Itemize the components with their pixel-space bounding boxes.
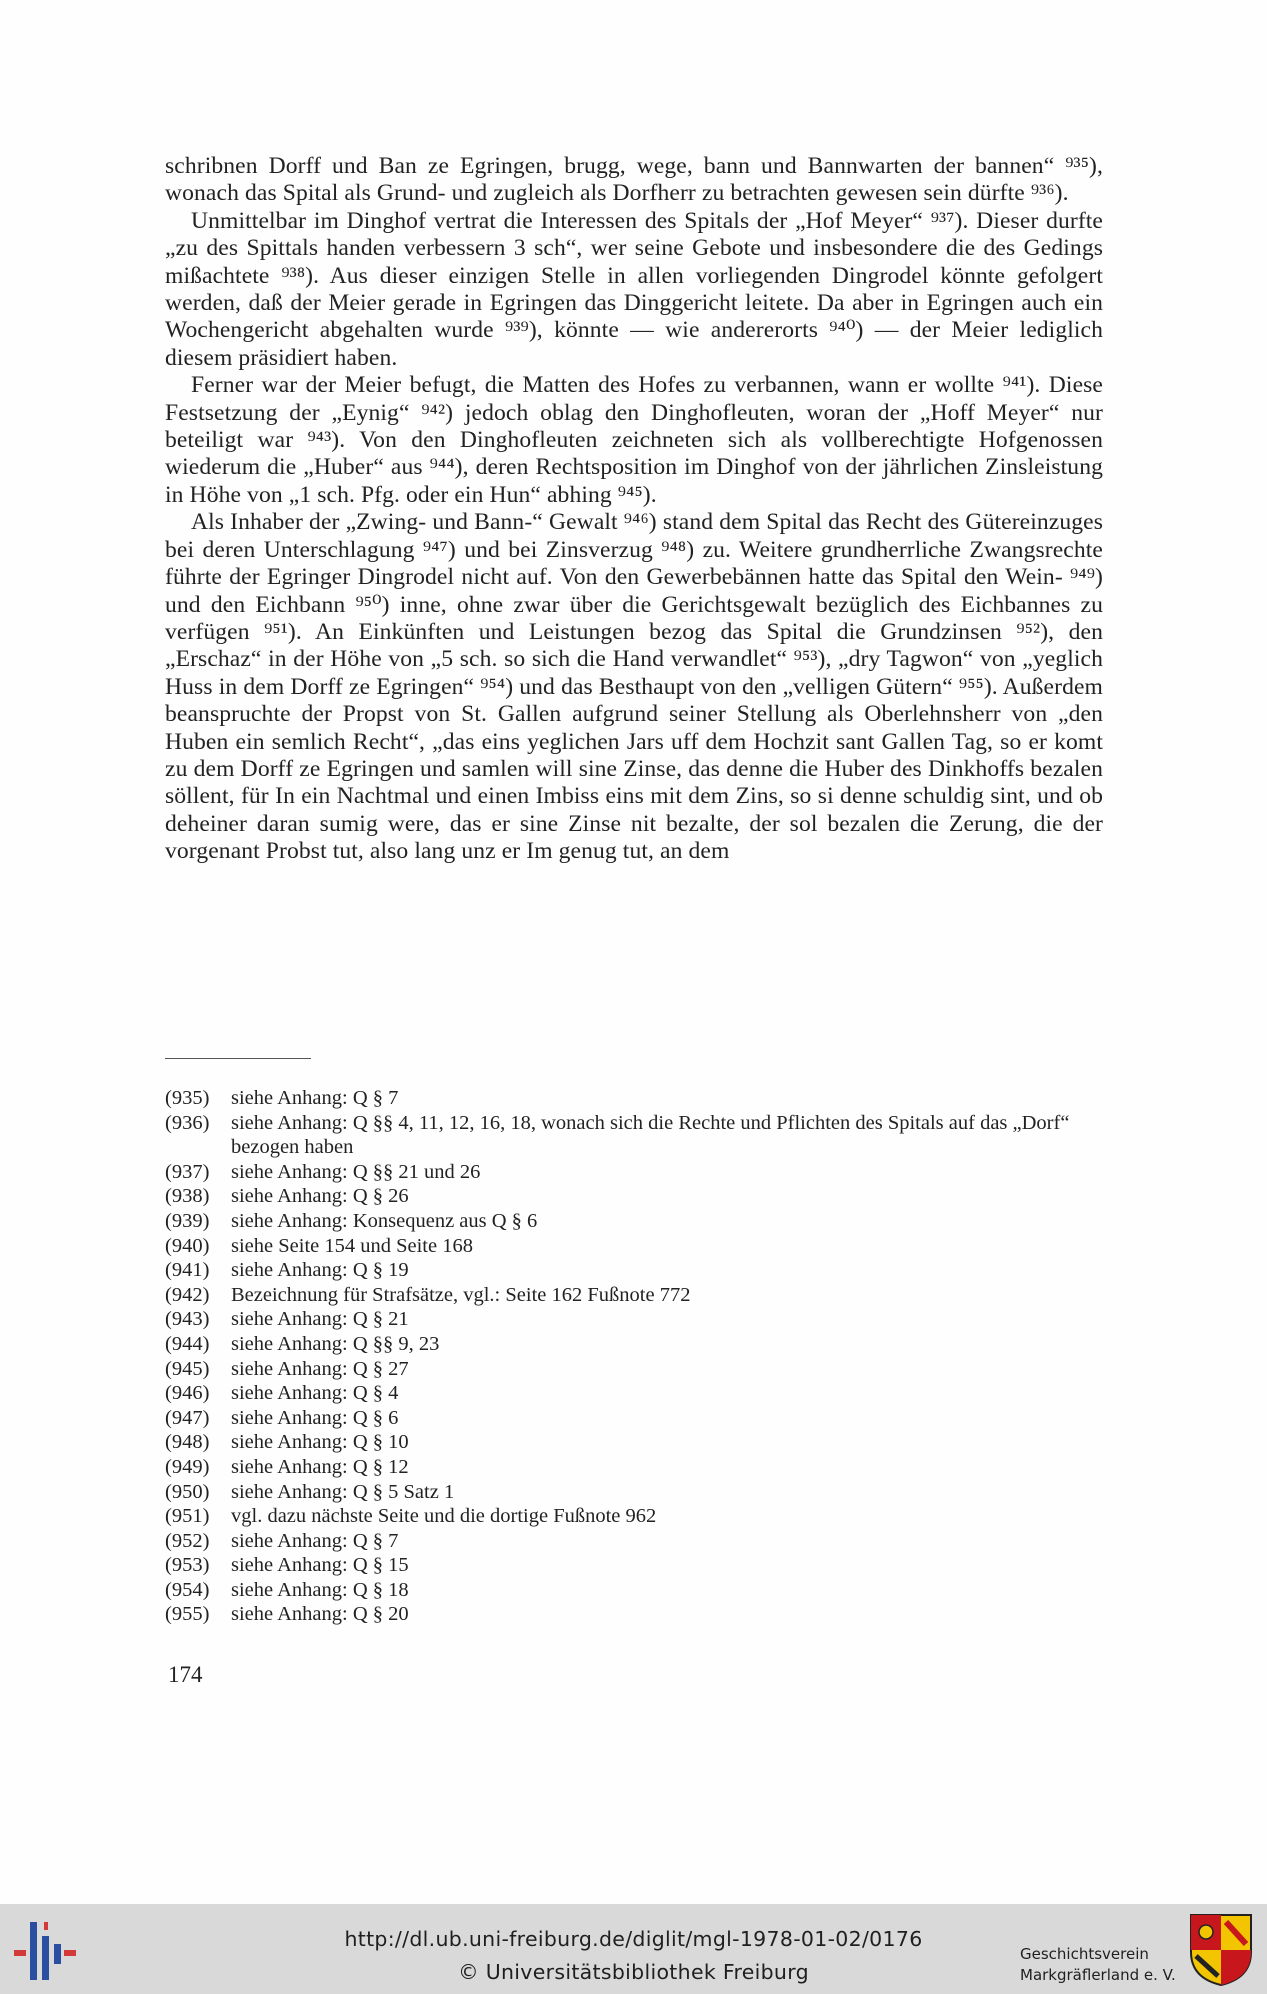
footnote: [165, 1529, 1105, 1554]
footnote: [165, 1430, 1105, 1455]
markgraeflerland-crest-icon[interactable]: [1188, 1912, 1254, 1988]
footnote: [165, 1283, 1105, 1308]
footnote-divider: [165, 1058, 311, 1059]
footnote-text: siehe Seite 154 und Seite 168: [231, 1234, 473, 1257]
footnote-text: siehe Anhang: Q § 21: [231, 1308, 409, 1331]
society-name[interactable]: [1020, 1944, 1176, 1986]
footnote: [165, 1160, 1105, 1185]
footnote-text: Bezeichnung für Strafsätze, vgl.: Seite 162 Fußnote 772: [231, 1283, 691, 1306]
footnote: [165, 1111, 1105, 1160]
footnotes: [165, 1086, 1105, 1627]
footnote-text: siehe Anhang: Q § 10: [231, 1431, 409, 1454]
page-number: 174: [168, 1662, 203, 1687]
footnote-number: (943): [165, 1308, 210, 1331]
paragraph: Unmittelbar im Dinghof vertrat die Interessen des Spitals der „Hof Meyer“ ⁹³⁷). Dieser durfte „zu des Spittals handen verbessern 3 sch“, wer seine Gebote und insbesondere die des Gedings mißachtete ⁹³⁸). Aus dieser einzigen Stelle in allen vorliegenden Dingrodel könnte gefolgert werden, daß der Meier gerade in Egringen das Dinggericht leitete. Da aber in Egringen auch ein Wochengericht abgehalten wurde ⁹³⁹), könnte — wie andererorts ⁹⁴⁰) — der Meier lediglich diesem präsidiert haben.: [165, 207, 1103, 371]
footnote-text: siehe Anhang: Q § 6: [231, 1406, 399, 1429]
footnote: [165, 1480, 1105, 1505]
footnote: [165, 1234, 1105, 1259]
footnote-text: siehe Anhang: Q § 15: [231, 1554, 409, 1577]
footnote-text: siehe Anhang: Q § 18: [231, 1578, 409, 1601]
copyright-text: © Universitätsbibliothek Freiburg: [458, 1960, 809, 1984]
footnote-number: (942): [165, 1283, 210, 1306]
footnote-number: (936): [165, 1111, 210, 1134]
footnote: [165, 1504, 1105, 1529]
document-url-link[interactable]: http://dl.ub.uni-freiburg.de/diglit/mgl-1978-01-02/0176: [344, 1927, 923, 1951]
body-text: [165, 153, 1103, 866]
footnote-text: siehe Anhang: Q §§ 4, 11, 12, 16, 18, wonach sich die Rechte und Pflichten des Spitals auf das „Dorf“ bezogen haben: [231, 1111, 1070, 1159]
paragraph: Ferner war der Meier befugt, die Matten des Hofes zu verbannen, wann er wollte ⁹⁴¹). Diese Festsetzung der „Eynig“ ⁹⁴²) jedoch oblag den Dinghofleuten, woran der „Hoff Meyer“ nur beteiligt war ⁹⁴³). Von den Dinghofleuten zeichneten sich als vollberechtigte Hofgenossen wiederum die „Huber“ aus ⁹⁴⁴), deren Rechtsposition im Dinghof von der jährlichen Zinsleistung in Höhe von „1 sch. Pfg. oder ein Hun“ abhing ⁹⁴⁵).: [165, 372, 1103, 508]
footnote: [165, 1602, 1105, 1627]
footnote-number: (949): [165, 1455, 210, 1478]
footnote-text: siehe Anhang: Q §§ 9, 23: [231, 1332, 440, 1355]
paragraph: schribnen Dorff und Ban ze Egringen, brugg, wege, bann und Bannwarten der bannen“ ⁹³⁵), wonach das Spital als Grund- und zugleich als Dorfherr zu betrachten gewesen sein dürfte ⁹³⁶).: [165, 153, 1103, 207]
footnote-number: (946): [165, 1382, 210, 1405]
society-name-line: Geschichtsverein: [1020, 1945, 1149, 1963]
footnote: [165, 1258, 1105, 1283]
society-name-line: Markgräflerland e. V.: [1020, 1966, 1176, 1984]
footnote-number: (947): [165, 1406, 210, 1429]
footnote: [165, 1578, 1105, 1603]
footnote-text: siehe Anhang: Q § 7: [231, 1529, 399, 1552]
footnote-text: siehe Anhang: Q § 20: [231, 1603, 409, 1626]
footnote: [165, 1357, 1105, 1382]
footnote-text: siehe Anhang: Q § 4: [231, 1382, 399, 1405]
paragraph: Als Inhaber der „Zwing- und Bann-“ Gewalt ⁹⁴⁶) stand dem Spital das Recht des Gütereinzuges bei deren Unterschlagung ⁹⁴⁷) und bei Zinsverzug ⁹⁴⁸) zu. Weitere grundherrliche Zwangsrechte führte der Egringer Dingrodel nicht auf. Von den Gewerbebännen hatte das Spital den Wein- ⁹⁴⁹) und den Eichbann ⁹⁵⁰) inne, ohne zwar über die Gerichtsgewalt bezüglich des Eichbannes zu verfügen ⁹⁵¹). An Einkünften und Leistungen bezog das Spital die Grundzinsen ⁹⁵²), den „Erschaz“ in der Höhe von „5 sch. so sich die Hand verwandlet“ ⁹⁵³), „dry Tagwon“ von „yeglich Huss in dem Dorff ze Egringen“ ⁹⁵⁴) und das Besthaupt von den „velligen Gütern“ ⁹⁵⁵). Außerdem beanspruchte der Propst von St. Gallen aufgrund seiner Stellung als Oberlehnsherr von „den Huben ein semlich Recht“, „das eins yeglichen Jars uff dem Hochzit sant Gallen Tag, so er komt zu dem Dorff ze Egringen und samlen will sine Zinse, das denne die Huber des Dinkhoffs bezalen söllent, für In ein Nachtmal und einen Imbiss eins mit dem Zins, so si denne schuldig sint, und ob deheiner daran sumig were, das er sine Zinse nit bezalte, der sol bezalen die Zerung, die der vorgenant Probst tut, also lang unz er Im genug tut, an dem: [165, 509, 1103, 865]
footnote-number: (954): [165, 1578, 210, 1601]
footnote-number: (940): [165, 1234, 210, 1257]
footnote: [165, 1307, 1105, 1332]
footnote-text: siehe Anhang: Q § 19: [231, 1259, 409, 1282]
footnote-number: (952): [165, 1529, 210, 1552]
footnote-number: (945): [165, 1357, 210, 1380]
footnote-number: (941): [165, 1259, 210, 1282]
footnote: [165, 1086, 1105, 1111]
footnote: [165, 1184, 1105, 1209]
footnote-text: siehe Anhang: Q § 12: [231, 1455, 409, 1478]
footnote-text: siehe Anhang: Konsequenz aus Q § 6: [231, 1209, 538, 1232]
footer-bar: [0, 1904, 1267, 1994]
footnote-number: (939): [165, 1209, 210, 1232]
footnote-number: (955): [165, 1603, 210, 1626]
footnote: [165, 1455, 1105, 1480]
footnote-number: (938): [165, 1185, 210, 1208]
footnote: [165, 1406, 1105, 1431]
footnote-number: (948): [165, 1431, 210, 1454]
footnote: [165, 1209, 1105, 1234]
footnote-text: siehe Anhang: Q §§ 21 und 26: [231, 1160, 481, 1183]
footnote: [165, 1332, 1105, 1357]
footnote: [165, 1553, 1105, 1578]
footnote-text: siehe Anhang: Q § 27: [231, 1357, 409, 1380]
footnote-number: (953): [165, 1554, 210, 1577]
footnote-text: vgl. dazu nächste Seite und die dortige Fußnote 962: [231, 1505, 657, 1528]
footnote-number: (951): [165, 1505, 210, 1528]
footnote-text: siehe Anhang: Q § 26: [231, 1185, 409, 1208]
footnote-text: siehe Anhang: Q § 5 Satz 1: [231, 1480, 455, 1503]
footnote-number: (935): [165, 1087, 210, 1109]
footnote-number: (937): [165, 1160, 210, 1183]
footnote-text: siehe Anhang: Q § 7: [231, 1087, 399, 1109]
footnote-number: (950): [165, 1480, 210, 1503]
footnote-number: (944): [165, 1332, 210, 1355]
footnote: [165, 1381, 1105, 1406]
